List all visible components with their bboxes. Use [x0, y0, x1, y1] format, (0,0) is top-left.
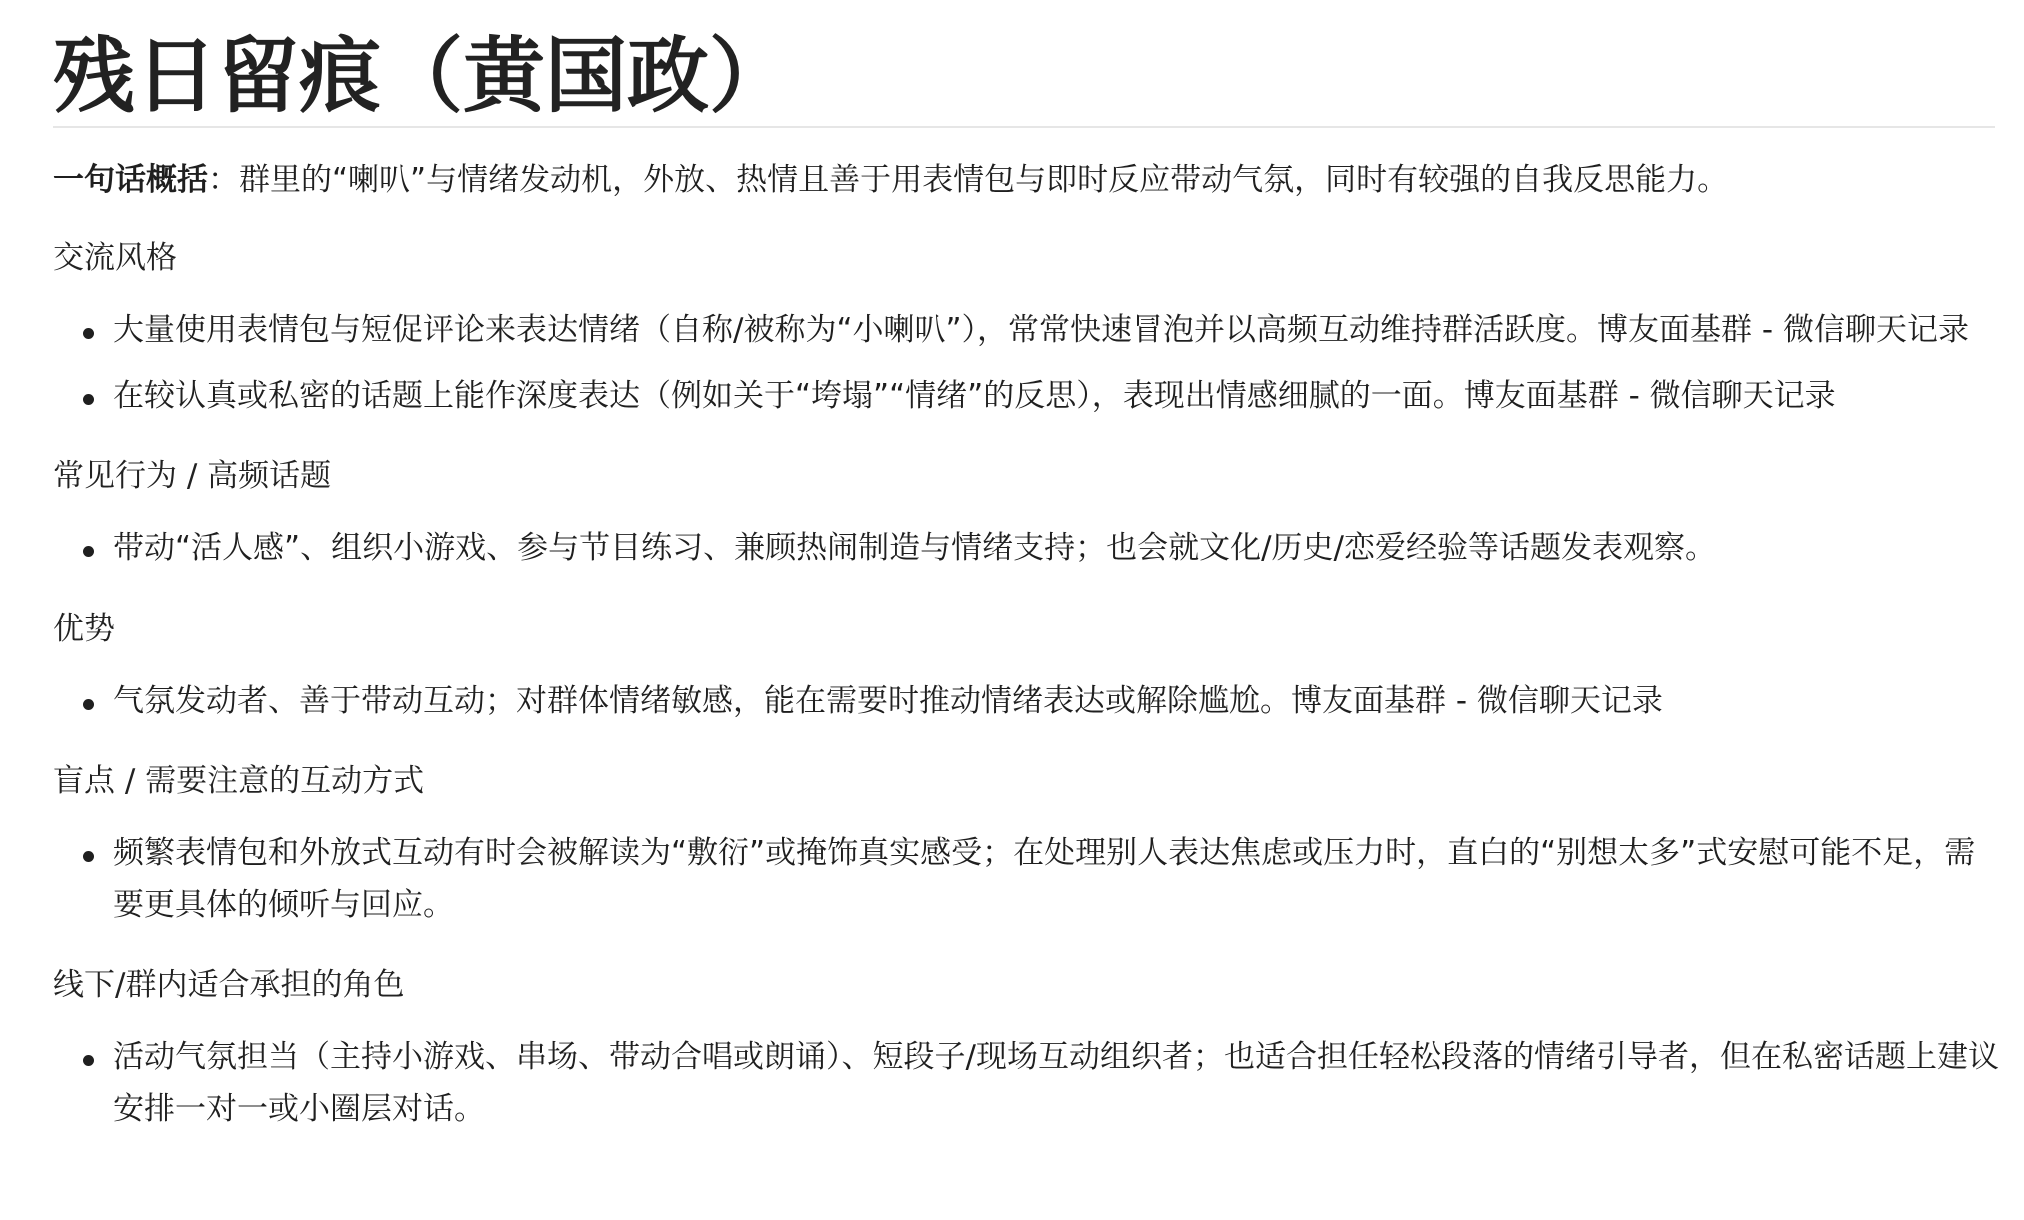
section-list-communication-style	[53, 304, 2006, 422]
bullet-icon	[83, 328, 94, 339]
list-item	[113, 675, 2006, 727]
bullet-icon	[83, 546, 94, 557]
summary-text: ：群里的“喇叭”与情绪发动机，外放、热情且善于用表情包与即时反应带动气氛，同时有较强的自我反思能力。	[208, 162, 1729, 199]
page-title: 残日留痕（黄国政）	[53, 22, 1995, 128]
section-list-suitable-roles	[53, 1031, 2006, 1135]
section-heading-common-behaviors: 常见行为 / 高频话题	[53, 458, 332, 495]
bullet-icon	[83, 699, 94, 710]
list-item-text: 活动气氛担当（主持小游戏、串场、带动合唱或朗诵）、短段子/现场互动组织者；也适合担任轻松段落的情绪引导者，但在私密话题上建议安排一对一或小圈层对话。	[113, 1038, 1999, 1128]
bullet-icon	[83, 1055, 94, 1066]
bullet-icon	[83, 851, 94, 862]
list-item	[113, 827, 2006, 931]
section-list-strengths	[53, 675, 2006, 727]
section-heading-suitable-roles: 线下/群内适合承担的角色	[53, 966, 405, 1003]
section-heading-blind-spots: 盲点 / 需要注意的互动方式	[53, 762, 425, 799]
summary-paragraph	[53, 156, 2006, 204]
list-item-text: 气氛发动者、善于带动互动；对群体情绪敏感，能在需要时推动情绪表达或解除尴尬。博友面基群 - 微信聊天记录	[113, 682, 1663, 719]
list-item	[113, 304, 2006, 356]
list-item-text: 大量使用表情包与短促评论来表达情绪（自称/被称为“小喇叭”），常常快速冒泡并以高频互动维持群活跃度。博友面基群 - 微信聊天记录	[113, 312, 1969, 349]
list-item	[113, 370, 2006, 422]
list-item-text: 带动“活人感”、组织小游戏、参与节目练习、兼顾热闹制造与情绪支持；也会就文化/历史/恋爱经验等话题发表观察。	[113, 530, 1717, 567]
list-item	[113, 522, 2006, 574]
summary-lead: 一句话概括	[53, 162, 208, 199]
section-heading-strengths: 优势	[53, 610, 115, 647]
list-item-text: 频繁表情包和外放式互动有时会被解读为“敷衍”或掩饰真实感受；在处理别人表达焦虑或压力时，直白的“别想太多”式安慰可能不足，需要更具体的倾听与回应。	[113, 834, 1976, 923]
bullet-icon	[83, 394, 94, 405]
list-item-text: 在较认真或私密的话题上能作深度表达（例如关于“垮塌”“情绪”的反思），表现出情感细腻的一面。博友面基群 - 微信聊天记录	[113, 378, 1836, 415]
section-heading-communication-style: 交流风格	[53, 240, 177, 277]
section-list-blind-spots	[53, 827, 2006, 931]
section-list-common-behaviors	[53, 522, 2006, 574]
list-item	[113, 1031, 2006, 1135]
